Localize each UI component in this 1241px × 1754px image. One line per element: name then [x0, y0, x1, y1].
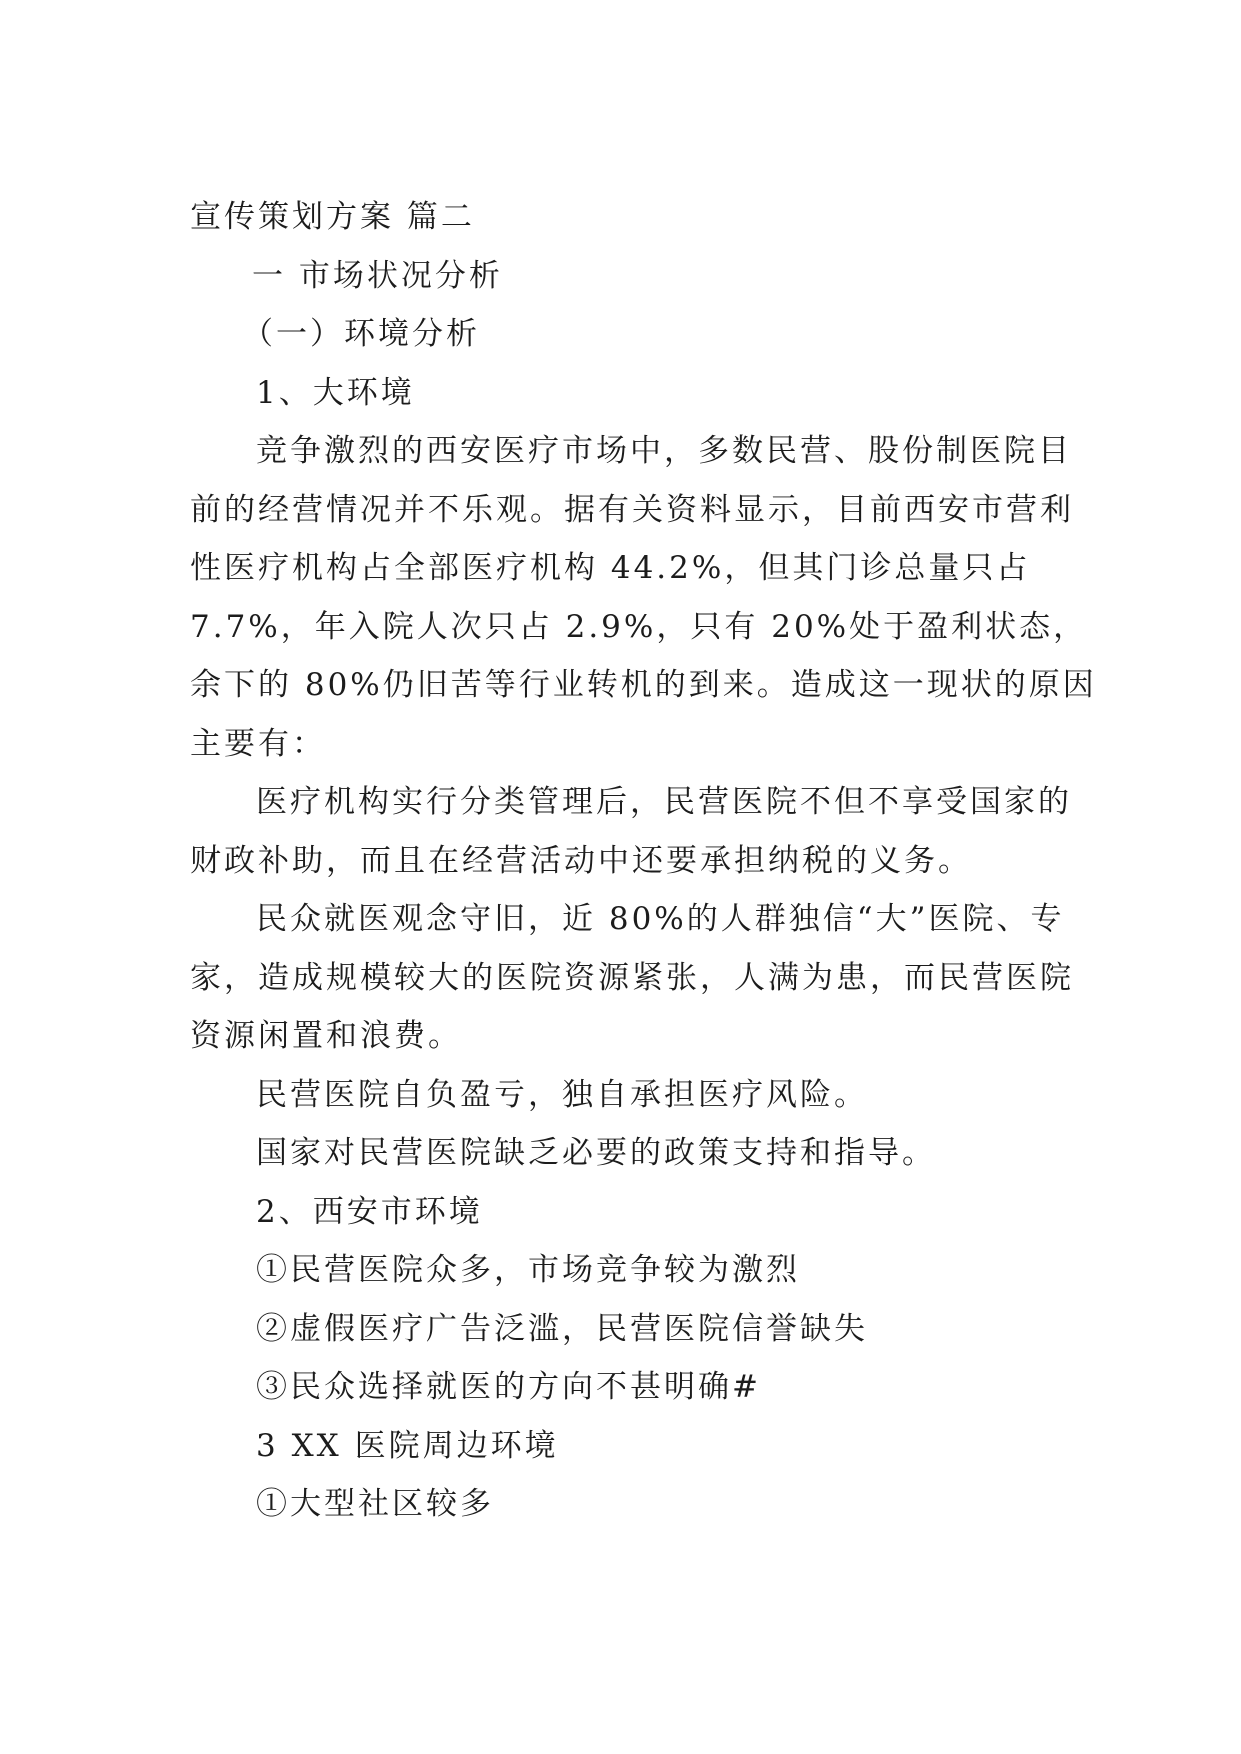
item-heading-1: 1、大环境 [256, 374, 415, 411]
list-item: ②虚假医疗广告泛滥，民营医院信誉缺失 [256, 1310, 868, 1347]
list-item: ①大型社区较多 [256, 1486, 494, 1522]
paragraph-4: 民营医院自负盈亏，独自承担医疗风险。 [256, 1076, 868, 1113]
paragraph-1 [190, 422, 1097, 773]
paragraph-line: 前的经营情况并不乐观。据有关资料显示，目前西安市营利 [190, 491, 1074, 528]
item-heading-2: 2、西安市环境 [256, 1193, 483, 1230]
subsection-heading: （一）环境分析 [242, 316, 480, 352]
paragraph-line: 民众就医观念守旧，近 80%的人群独信“大”医院、专 [256, 901, 1065, 937]
paragraph-5: 国家对民营医院缺乏必要的政策支持和指导。 [256, 1135, 936, 1171]
paragraph-line: 家，造成规模较大的医院资源紧张，人满为患，而民营医院 [190, 959, 1074, 996]
list-item: ①民营医院众多，市场竞争较为激烈 [256, 1252, 800, 1288]
section-heading: 一 市场状况分析 [252, 257, 503, 294]
paragraph-line: 资源闲置和浪费。 [190, 1018, 462, 1054]
paragraph-line: 医疗机构实行分类管理后，民营医院不但不享受国家的 [256, 784, 1072, 820]
document-body [190, 188, 1097, 1534]
paragraph-2 [190, 773, 1072, 890]
paragraph-line: 余下的 80%仍旧苦等行业转机的到来。造成这一现状的原因 [190, 667, 1097, 703]
item-heading-3: 3 XX 医院周边环境 [256, 1427, 559, 1464]
paragraph-line: 财政补助，而且在经营活动中还要承担纳税的义务。 [190, 842, 972, 879]
paragraph-line: 性医疗机构占全部医疗机构 44.2%，但其门诊总量只占 [190, 550, 1031, 586]
paragraph-line: 竞争激烈的西安医疗市场中，多数民营、股份制医院目 [256, 433, 1072, 469]
paragraph-3 [190, 890, 1074, 1066]
paragraph-line: 主要有： [190, 725, 326, 762]
list-item: ③民众选择就医的方向不甚明确# [256, 1369, 761, 1405]
document-title: 宣传策划方案 篇二 [190, 199, 475, 235]
paragraph-line: 7.7%，年入院人次只占 2.9%，只有 20%处于盈利状态， [190, 608, 1088, 645]
